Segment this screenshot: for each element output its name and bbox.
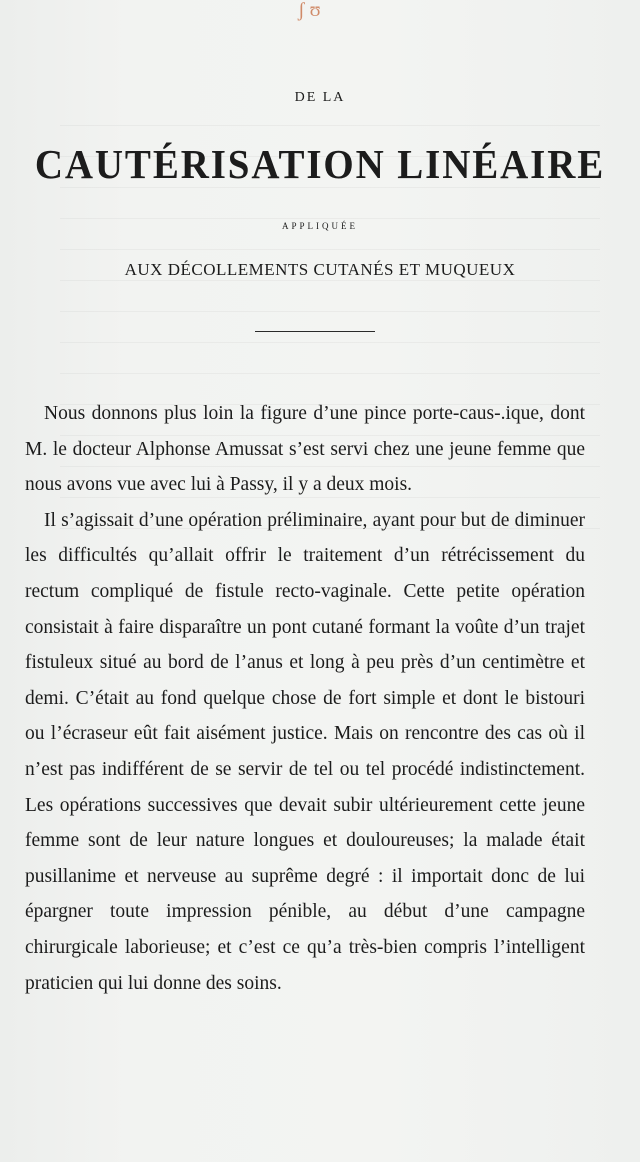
paragraph-2: Il s’agissait d’une opération préliminaire, ayant pour but de diminuer les difficultés qu’allait offrir le traitement d’un rétrécissement du rectum compliqué de fistule recto-vaginale. Cette petite opération consistait à faire disparaître un pont cutané formant la voûte d’un trajet fistuleux situé au bord de l’anus et long à peu près d’un centimètre et demi. C’était au fond quelque chose de fort simple et dont le bistouri ou l’écraseur eût fait aisément justice. Mais on rencontre des cas où il n’est pas indifférent de se servir de tel ou tel procédé indistinctement. Les opérations successives que devait subir ultérieurement cette jeune femme sont de leur nature longues et douloureuses; la malade était pusillanime et nerveuse au suprême degré : il importait donc de lui épargner toute impression pénible, au début d’une campagne chirurgicale laborieuse; et c’est ce qu’a très-bien compris l’intelligent praticien qui lui donne des soins. (25, 509, 585, 994)
title-prefix: DE LA (294, 90, 346, 105)
page-subtitle: AUX DÉCOLLEMENTS CUTANÉS ET MUQUEUX (124, 260, 516, 279)
title-connector: APPLIQUÉE (282, 221, 358, 231)
paragraph-1: Nous donnons plus loin la figure d’une pince porte-caus-.ique, dont M. le docteur Alphonse Amussat s’est servi chez une jeune femme que nous avons vue avec lui à Passy, il y a deux mois. (25, 403, 585, 496)
page-title: CAUTÉRISATION LINÉAIRE (34, 141, 606, 187)
body-text (25, 396, 585, 1001)
section-divider (255, 331, 375, 332)
corner-ink-mark: ʃ ʊ (298, 0, 321, 21)
